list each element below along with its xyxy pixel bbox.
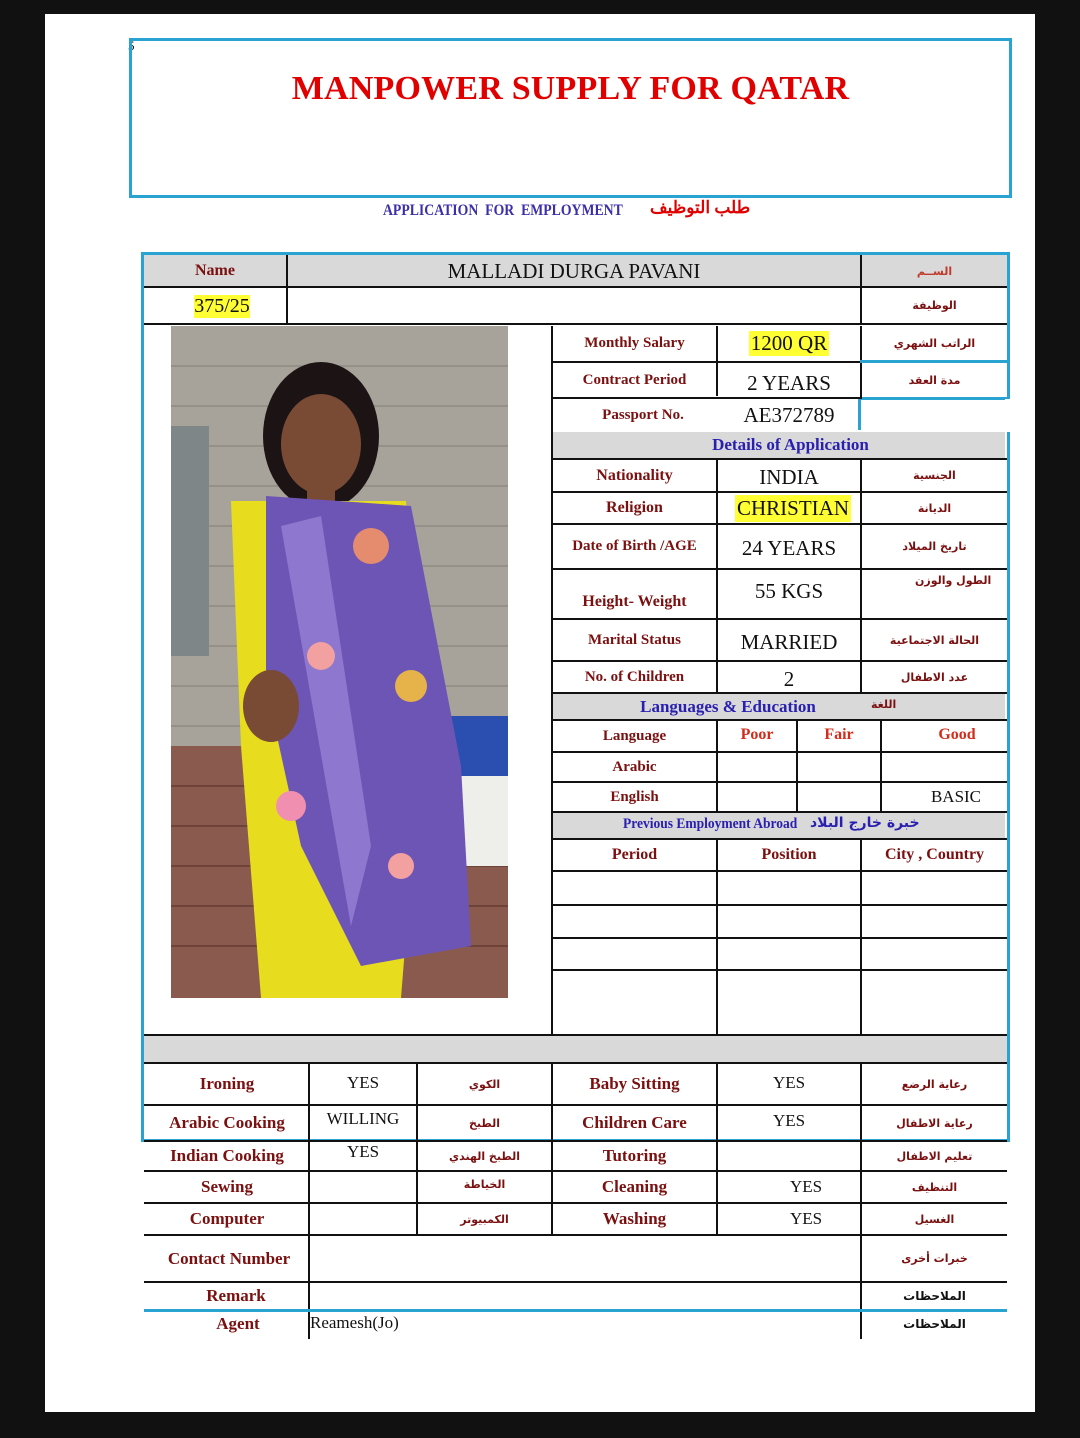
period-header: Period	[611, 846, 658, 863]
tutoring-arabic: تعليم الاطفال	[896, 1149, 973, 1163]
previous-section-title: Previous Employment Abroad	[623, 816, 798, 832]
applicant-name: MALLADI DURGA PAVANI	[447, 258, 701, 283]
contact-number-value	[310, 1236, 860, 1281]
monthly-salary-label: Monthly Salary	[584, 335, 685, 351]
baby-sitting-value: YES	[772, 1073, 806, 1092]
divider	[551, 904, 1007, 906]
cleaning-label: Cleaning	[601, 1177, 668, 1196]
religion-wrap	[735, 495, 859, 522]
religion-arabic: الديانة	[917, 501, 952, 515]
monthly-salary-value: 1200 QR	[750, 331, 828, 355]
agent-value: Reamesh(Jo)	[310, 1313, 399, 1332]
job-label-arabic: الوظيفة	[912, 299, 957, 312]
divider	[551, 568, 1007, 570]
children-care-arabic: رعاية الاطفال	[896, 1116, 973, 1130]
position-header: Position	[761, 846, 817, 863]
arabic-poor	[718, 753, 796, 781]
monthly-salary-arabic: الراتب الشهري	[893, 337, 976, 350]
contact-number-label: Contact Number	[167, 1248, 291, 1268]
children-care-label: Children Care	[582, 1113, 687, 1132]
fair-header: Fair	[824, 726, 854, 743]
divider	[551, 937, 1007, 939]
passport-value: AE372789	[743, 403, 835, 427]
children-care-value: YES	[772, 1111, 806, 1130]
sewing-label: Sewing	[201, 1177, 253, 1196]
contact-number-arabic: خبرات أخرى	[901, 1252, 968, 1265]
cleaning-arabic: التنظيف	[911, 1180, 958, 1194]
religion-label: Religion	[606, 499, 663, 516]
divider	[144, 323, 1007, 325]
monthly-salary-wrap	[718, 326, 860, 361]
page-mark: 5	[128, 38, 135, 53]
dob-age-arabic: تاريخ الميلاد	[902, 540, 967, 553]
arabic-cooking-label: Arabic Cooking	[169, 1113, 285, 1132]
height-weight-value: 55 KGS	[754, 578, 824, 603]
computer-arabic: الكمبيوتر	[460, 1212, 509, 1226]
remark-label: Remark	[206, 1286, 266, 1305]
nationality-label: Nationality	[596, 466, 673, 484]
arabic-fair	[798, 753, 880, 781]
divider	[860, 397, 1007, 400]
washing-label: Washing	[602, 1209, 667, 1228]
english-poor	[718, 783, 796, 811]
agent-arabic: الملاحظات	[903, 1317, 966, 1331]
indian-cooking-label: Indian Cooking	[170, 1146, 284, 1165]
language-arabic-row: Arabic	[612, 758, 657, 775]
washing-value: YES	[789, 1209, 823, 1228]
cleaning-value: YES	[789, 1177, 823, 1196]
ironing-value: YES	[346, 1073, 380, 1092]
computer-value	[310, 1204, 416, 1234]
dob-age-label: Date of Birth /AGE	[572, 538, 697, 554]
remark-value	[310, 1283, 860, 1309]
contract-period-value: 2 YEARS	[747, 370, 831, 395]
reference-number: 375/25	[194, 294, 250, 317]
separator-band	[144, 1036, 1007, 1062]
name-label-arabic: الســم	[916, 264, 953, 278]
tutoring-label: Tutoring	[602, 1146, 667, 1165]
marital-status-arabic: الحالة الاجتماعية	[889, 633, 980, 647]
sewing-arabic: الخياطة	[463, 1177, 506, 1191]
good-header: Good	[938, 726, 976, 743]
divider	[551, 969, 1007, 971]
name-label: Name	[195, 262, 235, 279]
language-header: Language	[602, 727, 667, 744]
dob-age-value: 24 YEARS	[741, 536, 837, 560]
arabic-good	[882, 753, 1007, 781]
height-weight-arabic: الطول والوزن	[915, 574, 992, 587]
applicant-photo	[171, 326, 508, 998]
poor-header: Poor	[740, 726, 774, 743]
tutoring-value	[718, 1142, 860, 1170]
application-page	[45, 14, 1035, 1412]
reference-number-wrap	[187, 293, 257, 319]
passport-label: Passport No.	[602, 407, 684, 423]
arabic-cooking-value: WILLING	[326, 1109, 400, 1128]
previous-section-arabic: خبرة خارج البلاد	[810, 815, 920, 831]
agent-label: Agent	[216, 1314, 260, 1333]
indian-cooking-value: YES	[346, 1142, 380, 1161]
computer-label: Computer	[189, 1209, 265, 1228]
languages-section-arabic: اللغة	[871, 698, 897, 711]
arabic-cooking-arabic: الطبخ	[468, 1116, 501, 1130]
city-country-header: City , Country	[884, 846, 985, 863]
baby-sitting-label: Baby Sitting	[589, 1074, 680, 1093]
subtitle: APPLICATION FOR EMPLOYMENT	[383, 202, 623, 219]
divider	[286, 255, 288, 324]
remark-arabic: الملاحظات	[903, 1289, 966, 1303]
nationality-value: INDIA	[759, 465, 819, 489]
children-label: No. of Children	[584, 668, 685, 685]
height-weight-label: Height- Weight	[582, 593, 687, 610]
baby-sitting-arabic: رعاية الرضع	[901, 1077, 968, 1091]
divider	[551, 870, 1007, 872]
children-value: 2	[783, 666, 795, 691]
frame-gap	[1005, 399, 1013, 432]
washing-arabic: الغسيل	[914, 1212, 955, 1226]
contract-period-label: Contract Period	[582, 371, 687, 388]
page-title: MANPOWER SUPPLY FOR QATAR	[291, 70, 850, 107]
indian-cooking-arabic: الطبخ الهندي	[449, 1149, 520, 1163]
sewing-value	[310, 1172, 416, 1202]
nationality-arabic: الجنسية	[913, 469, 956, 482]
languages-section-title: Languages & Education	[640, 696, 816, 716]
religion-value: CHRISTIAN	[737, 496, 850, 520]
marital-status-value: MARRIED	[740, 629, 838, 654]
ironing-label: Ironing	[199, 1074, 255, 1093]
ironing-arabic: الكوي	[468, 1077, 501, 1091]
english-fair	[798, 783, 880, 811]
english-good: BASIC	[930, 787, 982, 806]
marital-status-label: Marital Status	[588, 631, 681, 648]
details-section-title: Details of Application	[712, 435, 869, 454]
children-arabic: عدد الاطفال	[900, 670, 969, 684]
language-english-row: English	[610, 788, 659, 805]
contract-period-arabic: مدة العقد	[908, 373, 961, 387]
header-box	[129, 38, 1012, 198]
subtitle-arabic: طلب التوظيف	[650, 198, 751, 217]
